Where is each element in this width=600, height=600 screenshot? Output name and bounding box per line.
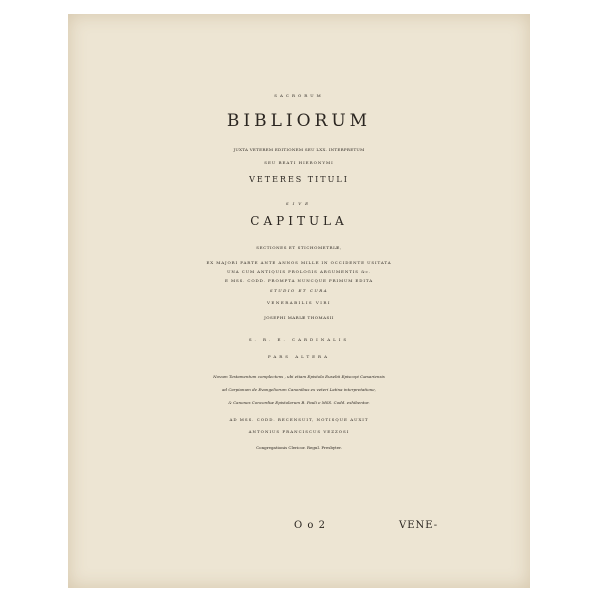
word-sive: SIVE [285,201,313,206]
description-2: ad Carpianum de Evangeliorum Canonibus ex veteri Latina interpretatione, [222,387,376,392]
title-veteres-tituli: VETERES TITULI [249,175,349,184]
description-1: Novum Testamentum complectens , ubi etiam Epistola Eusebii Episcopi Cæsariensis [213,374,385,379]
title-sacrorum: SACRORUM [274,93,324,98]
small-line-1: EX MAJORI PARTE ANTE ANNOS MILLE IN OCCIDENTE USITATA [206,260,392,265]
small-line-3: E MSS. CODD. PROMPTA NUNCQUE PRIMUM EDITA [225,278,373,283]
subtitle-juxta: JUXTA VETEREM EDITIONEM SEU LXX. INTERPRETUM [233,147,365,152]
author-title: S. R. E. CARDINALIS [248,337,350,342]
editor-name: ANTONIUS FRANCISCUS VEZZOSI [248,429,350,434]
pars-altera: PARS ALTERA [268,354,330,359]
editor-congregation: Congregationis Clericor. Regul. Presbyter. [256,445,342,450]
description-3: & Canones Concordiæ Epistolarum B. Pauli e MSS. Codd. exhibentur. [228,400,370,405]
studio-et-cura: STUDIO ET CURA [269,288,329,293]
catchword: VENE- [399,520,439,531]
title-sectiones: SECTIONES ET STICHOMETRIÆ, [256,245,342,250]
small-line-2: UNA CUM ANTIQUIS PROLOGIS ARGUMENTIS &c. [227,269,371,274]
title-page [68,14,530,588]
recensuit-line: AD MSS. CODD. RECENSUIT, NOTISQUE AUXIT [229,417,369,422]
title-capitula: CAPITULA [250,214,348,228]
venerabilis-viri: VENERABILIS VIRI [267,300,331,305]
title-bibliorum: BIBLIORUM [226,111,372,131]
author-name: JOSEPHI MARIÆ THOMASII [264,315,334,320]
subtitle-hieronymi: SEU BEATI HIERONYMI [264,160,334,165]
signature-mark: O o 2 [294,520,326,531]
